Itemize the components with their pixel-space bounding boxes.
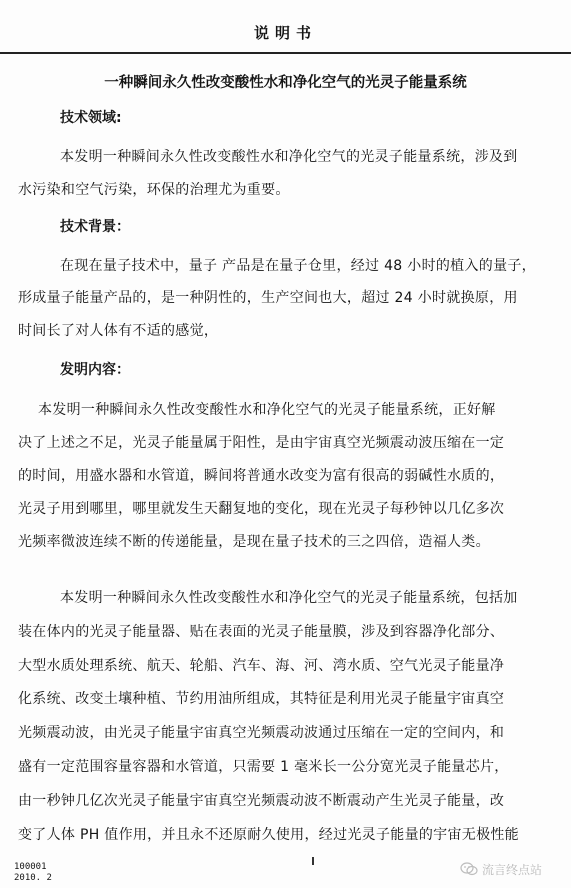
text-line: 决了上述之不足，光灵子能量属于阳性，是由宇宙真空光频震动波压缩在一定 [18, 435, 505, 451]
document-title: 一种瞬间永久性改变酸性水和净化空气的光灵子能量系统 [104, 75, 467, 91]
text-line: 的时间，用盛水器和水管道，瞬间将普通水改变为富有很高的弱碱性水质的， [18, 468, 505, 484]
text-line: 本发明一种瞬间永久性改变酸性水和净化空气的光灵子能量系统，涉及到 [60, 149, 518, 165]
scan-mark [312, 857, 314, 865]
form-code: 100001 [14, 862, 47, 872]
text-line: 本发明一种瞬间永久性改变酸性水和净化空气的光灵子能量系统，包括加 [60, 590, 518, 606]
watermark [460, 860, 542, 878]
watermark-text: 流言终点站 [482, 862, 543, 877]
text-line: 光灵子用到哪里，哪里就发生天翻复地的变化，现在光灵子每秒钟以几亿多次 [18, 501, 505, 517]
text-line: 变了人体 PH 值作用，并且永不还原耐久使用，经过光灵子能量的宇宙无极性能 [18, 827, 519, 843]
text-line: 时间长了对人体有不适的感觉， [18, 323, 219, 339]
section-heading-content: 发明内容： [60, 362, 130, 378]
text-line: 大型水质处理系统、航天、轮船、汽车、海、河、湾水质、空气光灵子能量净 [18, 658, 505, 674]
text-line: 在现在量子技术中，量子 产品是在量子仓里，经过 48 小时的植入的量子， [60, 258, 536, 274]
section-heading-field: 技术领域: [60, 110, 122, 126]
text-line: 本发明一种瞬间永久性改变酸性水和净化空气的光灵子能量系统，正好解 [38, 402, 496, 418]
text-line: 由一秒钟几亿次光灵子能量宇宙真空光频震动波不断震动产生光灵子能量，改 [18, 793, 505, 809]
text-line: 光频震动波，由光灵子能量宇宙真空光频震动波通过压缩在一定的空间内，和 [18, 725, 505, 741]
text-line: 光频率微波连续不断的传递能量，是现在量子技术的三之四倍，造福人类。 [18, 534, 490, 550]
text-line: 化系统、改变土壤种植、节约用油所组成，其特征是利用光灵子能量宇宙真空 [18, 691, 505, 707]
wechat-icon [460, 862, 478, 876]
text-line: 水污染和空气污染，环保的治理尤为重要。 [18, 182, 290, 198]
section-heading-background: 技术背景： [60, 219, 130, 235]
text-line: 形成量子能量产品的，是一种阴性的，生产空间也大，超过 24 小时就换原，用 [18, 290, 518, 306]
header-divider [0, 52, 571, 54]
text-line: 装在体内的光灵子能量器、贴在表面的光灵子能量膜，涉及到容器净化部分、 [18, 624, 505, 640]
page-header-title: 说明书 [253, 24, 317, 42]
text-line: 盛有一定范围容量容器和水管道，只需要 1 毫米长一公分宽光灵子能量芯片， [18, 759, 509, 775]
form-date: 2010. 2 [14, 873, 52, 883]
